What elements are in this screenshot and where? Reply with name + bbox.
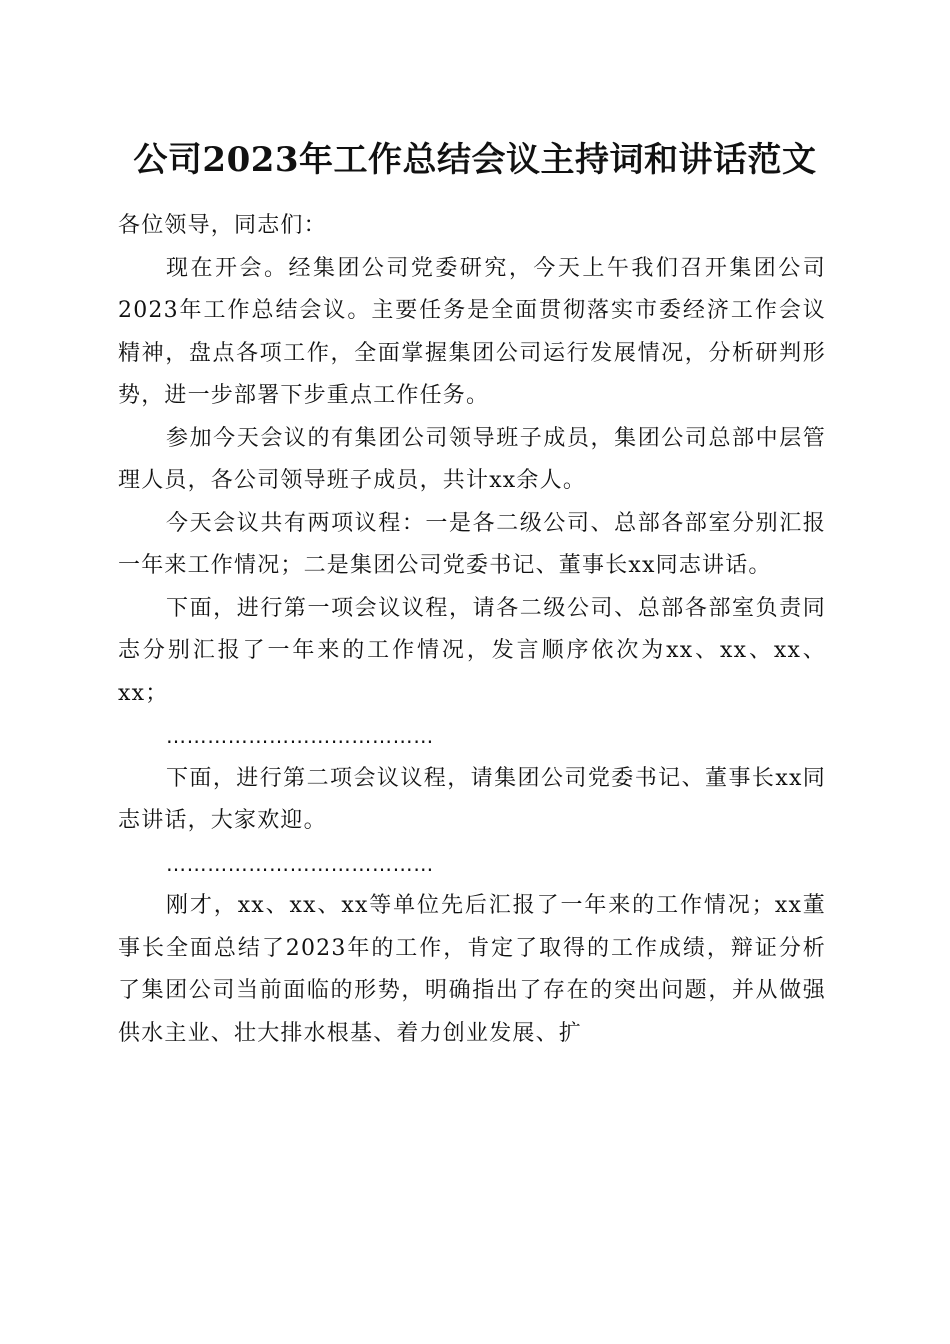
document-title: 公司2023年工作总结会议主持词和讲话范文 <box>133 140 817 180</box>
paragraph-attendees: 参加今天会议的有集团公司领导班子成员，集团公司总部中层管理人员，各公司领导班子成员，共计xx余人。 <box>118 425 826 493</box>
paragraph-summary: 刚才，xx、xx、xx等单位先后汇报了一年来的工作情况；xx董事长全面总结了2023年的工作，肯定了取得的工作成绩，辩证分析了集团公司当前面临的形势，明确指出了存在的突出问题，并从做强供水主业、壮大排水根基、着力创业发展、扩 <box>118 893 826 1046</box>
greeting-line: 各位领导，同志们： <box>118 213 327 238</box>
document-body <box>118 205 826 1055</box>
ellipsis-divider: ………………………………… <box>166 724 434 748</box>
paragraph-agenda: 今天会议共有两项议程：一是各二级公司、总部各部室分别汇报一年来工作情况；二是集团公司党委书记、董事长xx同志讲话。 <box>118 510 826 578</box>
paragraph-opening: 现在开会。经集团公司党委研究，今天上午我们召开集团公司2023年工作总结会议。主要任务是全面贯彻落实市委经济工作会议精神，盘点各项工作，全面掌握集团公司运行发展情况，分析研判形势，进一步部署下步重点工作任务。 <box>118 255 826 408</box>
ellipsis-divider: ………………………………… <box>166 851 434 876</box>
paragraph-second-item: 下面，进行第二项会议议程，请集团公司党委书记、董事长xx同志讲话，大家欢迎。 <box>118 765 826 833</box>
paragraph-first-item: 下面，进行第一项会议议程，请各二级公司、总部各部室负责同志分别汇报了一年来的工作情况，发言顺序依次为xx、xx、xx、xx； <box>118 595 826 706</box>
